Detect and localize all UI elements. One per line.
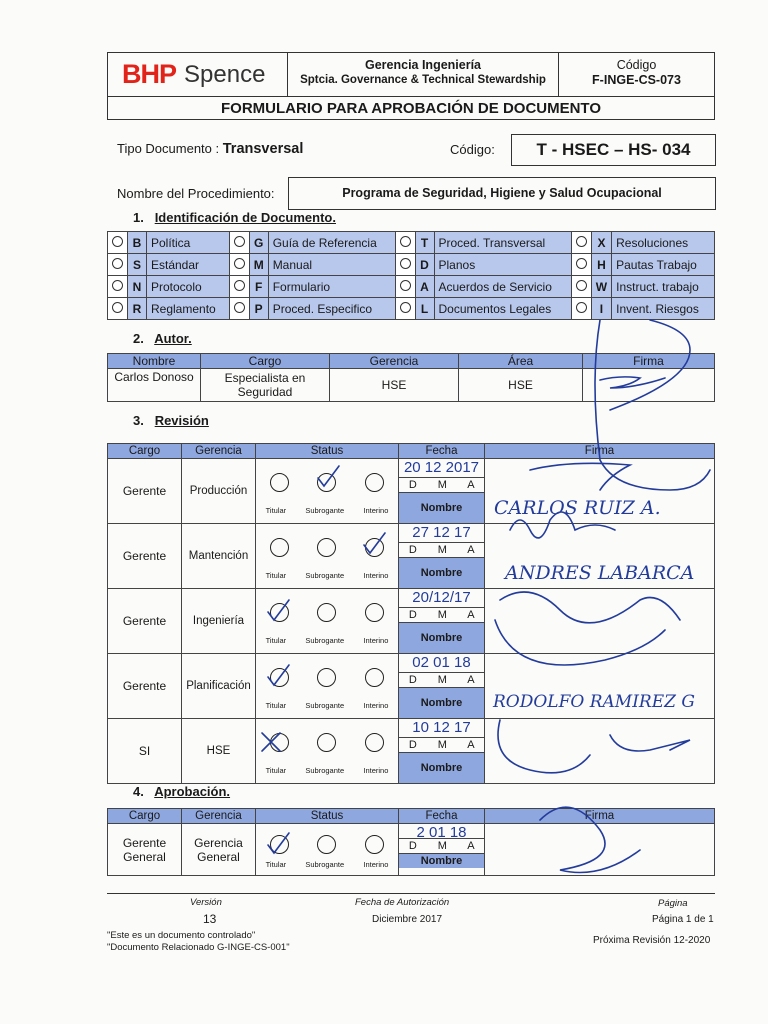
form-title: FORMULARIO PARA APROBACIÓN DE DOCUMENTO	[108, 96, 714, 119]
revision-cargo: SI	[108, 719, 182, 784]
document-type-name: Planos	[434, 254, 571, 276]
document-type-letter: H	[591, 254, 611, 276]
author-header-firma: Firma	[583, 354, 715, 369]
document-type-name: Protocolo	[147, 276, 230, 298]
version-label: Versión	[190, 897, 222, 908]
interino-label: Interino	[363, 506, 389, 515]
section-2-number: 2.	[133, 331, 144, 346]
document-type-name: Instruct. trabajo	[612, 276, 715, 298]
version-value: 13	[203, 912, 217, 926]
check-mark	[268, 833, 289, 853]
dma-d: D	[399, 673, 427, 688]
dma-m: M	[427, 478, 458, 493]
codigo-label: Código:	[450, 142, 495, 157]
document-type-name: Formulario	[268, 276, 395, 298]
revision-date: 02 01 18	[412, 654, 471, 671]
revision-gerencia: Ingeniería	[182, 589, 256, 654]
author-header-nombre: Nombre	[108, 354, 201, 369]
signature-stroke	[495, 620, 665, 665]
document-type-letter: T	[415, 232, 434, 254]
interino-label: Interino	[363, 701, 389, 710]
document-type-letter: B	[128, 232, 147, 254]
nombre-procedimiento-label: Nombre del Procedimiento:	[117, 186, 275, 201]
interino-label: Interino	[363, 859, 389, 869]
revision-date: 10 12 17	[412, 719, 471, 736]
brand-text: BHP	[122, 59, 177, 89]
titular-label: Titular	[265, 766, 287, 775]
document-type-letter: I	[591, 298, 611, 320]
document-type-letter: R	[128, 298, 147, 320]
dma-a: A	[458, 839, 484, 854]
revision-gerencia: HSE	[182, 719, 256, 784]
document-type-name: Invent. Riesgos	[612, 298, 715, 320]
subrogante-label: Subrogante	[305, 701, 345, 710]
titular-label: Titular	[265, 701, 287, 710]
document-type-letter: P	[249, 298, 268, 320]
dma-d: D	[399, 543, 427, 558]
check-mark	[268, 665, 289, 685]
revision-header-cargo: Cargo	[108, 444, 182, 459]
proxima-revision: Próxima Revisión 12-2020	[593, 935, 711, 946]
fecha-autorizacion-label: Fecha de Autorización	[355, 897, 450, 908]
subrogante-label: Subrogante	[305, 506, 345, 515]
subrogante-label: Subrogante	[305, 636, 345, 645]
section-4-title: Aprobación.	[154, 784, 231, 799]
approval-cargo: Gerente General	[108, 824, 182, 876]
approval-header-cargo: Cargo	[108, 809, 182, 824]
section-3-title: Revisión	[154, 413, 209, 428]
document-type-letter: G	[249, 232, 268, 254]
dma-d: D	[399, 738, 427, 753]
author-signature-mark	[600, 377, 665, 388]
document-type-name: Proced. Transversal	[434, 232, 571, 254]
revision-cargo: Gerente	[108, 459, 182, 524]
signature-stroke	[498, 720, 590, 773]
fecha-autorizacion-value: Diciembre 2017	[372, 914, 443, 925]
approval-header-gerencia: Gerencia	[182, 809, 256, 824]
document-type-letter: W	[591, 276, 611, 298]
nombre-label: Nombre	[399, 558, 484, 589]
reviewer-name-4: RODOLFO RAMIREZ G	[493, 692, 695, 712]
document-type-name: Resoluciones	[612, 232, 715, 254]
revision-gerencia: Mantención	[182, 524, 256, 589]
document-type-letter: L	[415, 298, 434, 320]
revision-header-status: Status	[256, 444, 399, 459]
form-code-value: F-INGE-CS-073	[592, 73, 681, 87]
interino-label: Interino	[363, 636, 389, 645]
dma-m: M	[427, 673, 458, 688]
reviewer-name-2: ANDRES LABARCA	[505, 562, 695, 584]
nombre-label: Nombre	[399, 623, 484, 654]
nombre-procedimiento-value: Programa de Seguridad, Higiene y Salud Ocupacional	[288, 177, 716, 210]
dma-m: M	[427, 839, 458, 854]
approval-gerencia: Gerencia General	[182, 824, 256, 876]
document-type-name: Documentos Legales	[434, 298, 571, 320]
tipo-value: Transversal	[222, 141, 304, 157]
signature-stroke	[540, 807, 640, 872]
check-mark	[268, 600, 289, 620]
subrogante-label: Subrogante	[305, 766, 345, 775]
document-type-letter: S	[128, 254, 147, 276]
revision-cargo: Gerente	[108, 524, 182, 589]
subrogante-label: Subrogante	[305, 859, 345, 869]
site-text: Spence	[184, 60, 266, 88]
document-type-name: Proced. Especifico	[268, 298, 395, 320]
interino-label: Interino	[363, 571, 389, 580]
titular-label: Titular	[265, 636, 287, 645]
revision-cargo: Gerente	[108, 654, 182, 719]
signature-stroke	[500, 592, 680, 623]
approval-header-status: Status	[256, 809, 399, 824]
author-name: Carlos Donoso	[108, 369, 201, 402]
dma-m: M	[427, 543, 458, 558]
revision-gerencia: Producción	[182, 459, 256, 524]
document-type-name: Política	[147, 232, 230, 254]
revision-header-fecha: Fecha	[399, 444, 485, 459]
approval-header-fecha: Fecha	[399, 809, 485, 824]
document-type-letter: A	[415, 276, 434, 298]
titular-label: Titular	[265, 506, 287, 515]
document-type-name: Estándar	[147, 254, 230, 276]
section-1-number: 1.	[133, 210, 144, 225]
signature-stroke	[610, 735, 690, 751]
interino-label: Interino	[363, 766, 389, 775]
check-mark	[364, 533, 385, 553]
dma-d: D	[399, 839, 427, 854]
author-header-cargo: Cargo	[201, 354, 330, 369]
titular-label: Titular	[265, 571, 287, 580]
subdepartment-name: Sptcia. Governance & Technical Stewardship	[300, 74, 546, 86]
document-type-letter: N	[128, 276, 147, 298]
dma-a: A	[458, 608, 484, 623]
section-3-number: 3.	[133, 413, 144, 428]
author-area: HSE	[459, 369, 583, 402]
form-code-label: Código	[616, 58, 657, 72]
document-type-letter: M	[249, 254, 268, 276]
pagina-label: Página	[658, 898, 688, 909]
related-doc-note: "Documento Relacionado G-INGE-CS-001"	[107, 942, 290, 953]
document-type-letter: D	[415, 254, 434, 276]
tipo-label: Tipo Documento :	[117, 141, 220, 156]
document-type-letter: X	[591, 232, 611, 254]
approval-date: 2 01 18	[416, 824, 467, 841]
section-4-number: 4.	[133, 784, 144, 799]
dma-d: D	[399, 608, 427, 623]
revision-cargo: Gerente	[108, 589, 182, 654]
dma-m: M	[427, 608, 458, 623]
dma-a: A	[458, 543, 484, 558]
document-type-name: Manual	[268, 254, 395, 276]
nombre-label: Nombre	[399, 493, 484, 524]
section-2-title: Autor.	[154, 331, 192, 346]
nombre-label: Nombre	[399, 854, 484, 869]
signature-stroke	[610, 320, 690, 410]
dma-m: M	[427, 738, 458, 753]
nombre-label: Nombre	[399, 688, 484, 719]
subrogante-label: Subrogante	[305, 571, 345, 580]
document-type-name: Reglamento	[147, 298, 230, 320]
revision-date: 20/12/17	[412, 589, 471, 606]
document-type-name: Pautas Trabajo	[612, 254, 715, 276]
author-header-gerencia: Gerencia	[330, 354, 459, 369]
department-name: Gerencia Ingeniería	[364, 58, 482, 72]
revision-header-firma: Firma	[485, 444, 715, 459]
pagina-value: Página 1 de 1	[652, 914, 714, 925]
dma-a: A	[458, 478, 484, 493]
codigo-value: T - HSEC – HS- 034	[511, 134, 716, 166]
revision-date: 20 12 2017	[403, 459, 480, 476]
approval-header-firma: Firma	[485, 809, 715, 824]
author-gerencia: HSE	[330, 369, 459, 402]
document-type-letter: F	[249, 276, 268, 298]
nombre-label: Nombre	[399, 753, 484, 784]
titular-label: Titular	[265, 859, 287, 869]
check-mark	[318, 466, 339, 486]
dma-d: D	[399, 478, 427, 493]
dma-a: A	[458, 673, 484, 688]
section-1-title: Identificación de Documento.	[154, 210, 336, 225]
revision-header-gerencia: Gerencia	[182, 444, 256, 459]
document-type-name: Guía de Referencia	[268, 232, 395, 254]
revision-date: 27 12 17	[412, 524, 471, 541]
dma-a: A	[458, 738, 484, 753]
author-cargo: Especialista en Seguridad	[201, 369, 330, 402]
controlled-note: "Este es un documento controlado"	[107, 930, 256, 941]
revision-gerencia: Planificación	[182, 654, 256, 719]
document-type-name: Acuerdos de Servicio	[434, 276, 571, 298]
check-mark	[262, 733, 280, 751]
reviewer-name-1: CARLOS RUIZ A.	[494, 497, 661, 519]
author-header-area: Área	[459, 354, 583, 369]
